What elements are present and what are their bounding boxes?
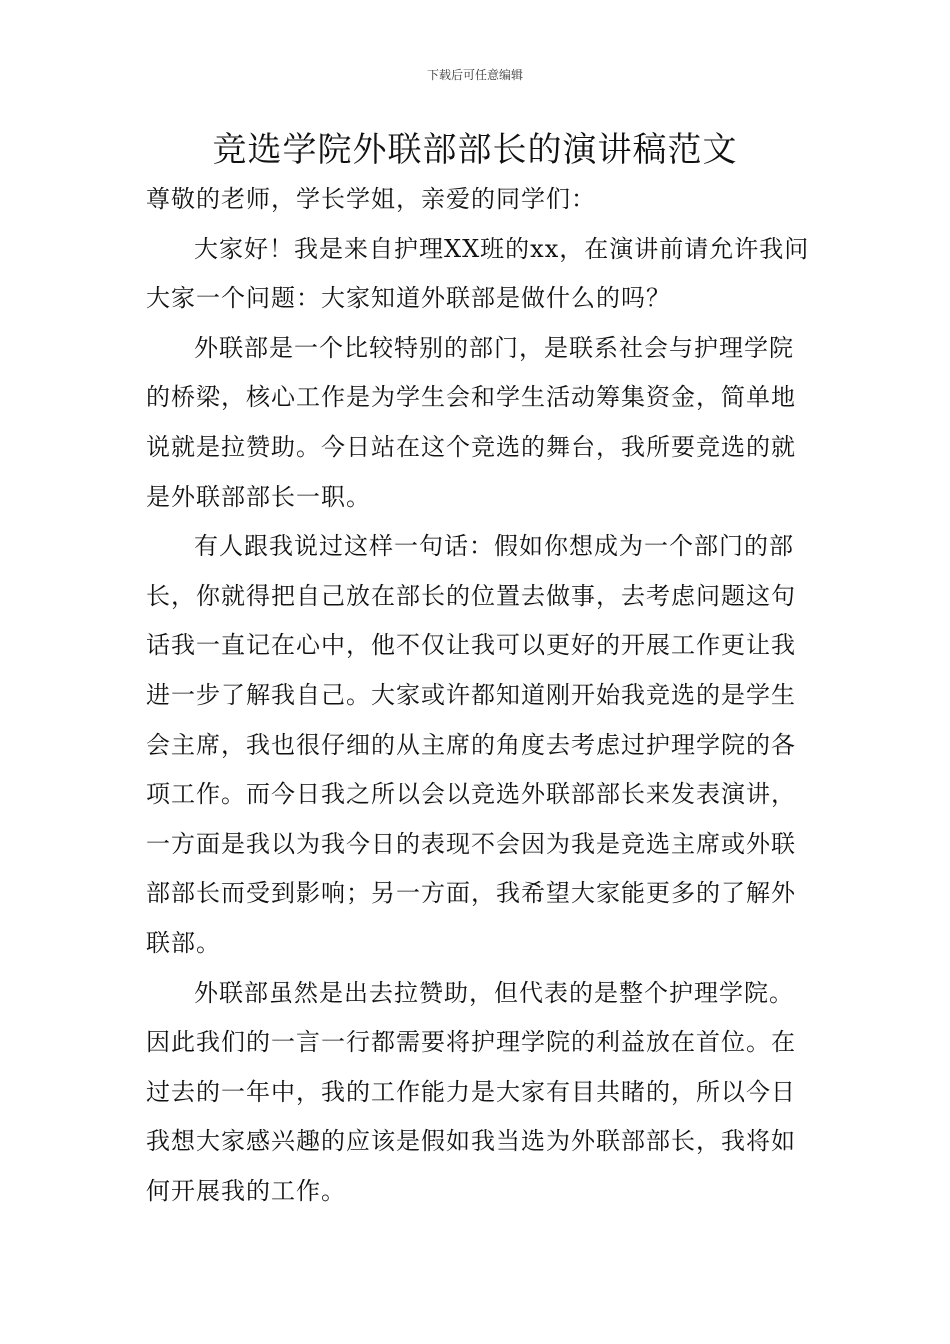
paragraph-4: 外联部虽然是出去拉赞助，但代表的是整个护理学院。因此我们的一言一行都需要将护理学院的利益放在首位。在过去的一年中，我的工作能力是大家有目共睹的，所以今日我想大家感兴趣的应该是假如我当选为外联部部长，我将如何开展我的工作。	[146, 978, 796, 1205]
paragraph-1: 大家好！我是来自护理XX班的xx，在演讲前请允许我问大家一个问题：大家知道外联部是做什么的吗？	[146, 234, 810, 313]
header-note: 下载后可任意编辑	[426, 68, 523, 82]
document-title: 竞选学院外联部部长的演讲稿范文	[212, 130, 738, 170]
paragraph-2: 外联部是一个比较特别的部门，是联系社会与护理学院的桥梁，核心工作是为学生会和学生活动筹集资金，简单地说就是拉赞助。今日站在这个竞选的舞台，我所要竞选的就是外联部部长一职。	[146, 333, 796, 511]
paragraph-3: 有人跟我说过这样一句话：假如你想成为一个部门的部长，你就得把自己放在部长的位置去做事，去考虑问题这句话我一直记在心中，他不仅让我可以更好的开展工作更让我进一步了解我自己。大家或许都知道刚开始我竞选的是学生会主席，我也很仔细的从主席的角度去考虑过护理学院的各项工作。而今日我之所以会以竞选外联部部长来发表演讲，一方面是我以为我今日的表现不会因为我是竞选主席或外联部部长而受到影响；另一方面，我希望大家能更多的了解外联部。	[146, 532, 796, 957]
document-body	[146, 175, 811, 1216]
greeting-line: 尊敬的老师，学长学姐，亲爱的同学们：	[146, 185, 596, 213]
